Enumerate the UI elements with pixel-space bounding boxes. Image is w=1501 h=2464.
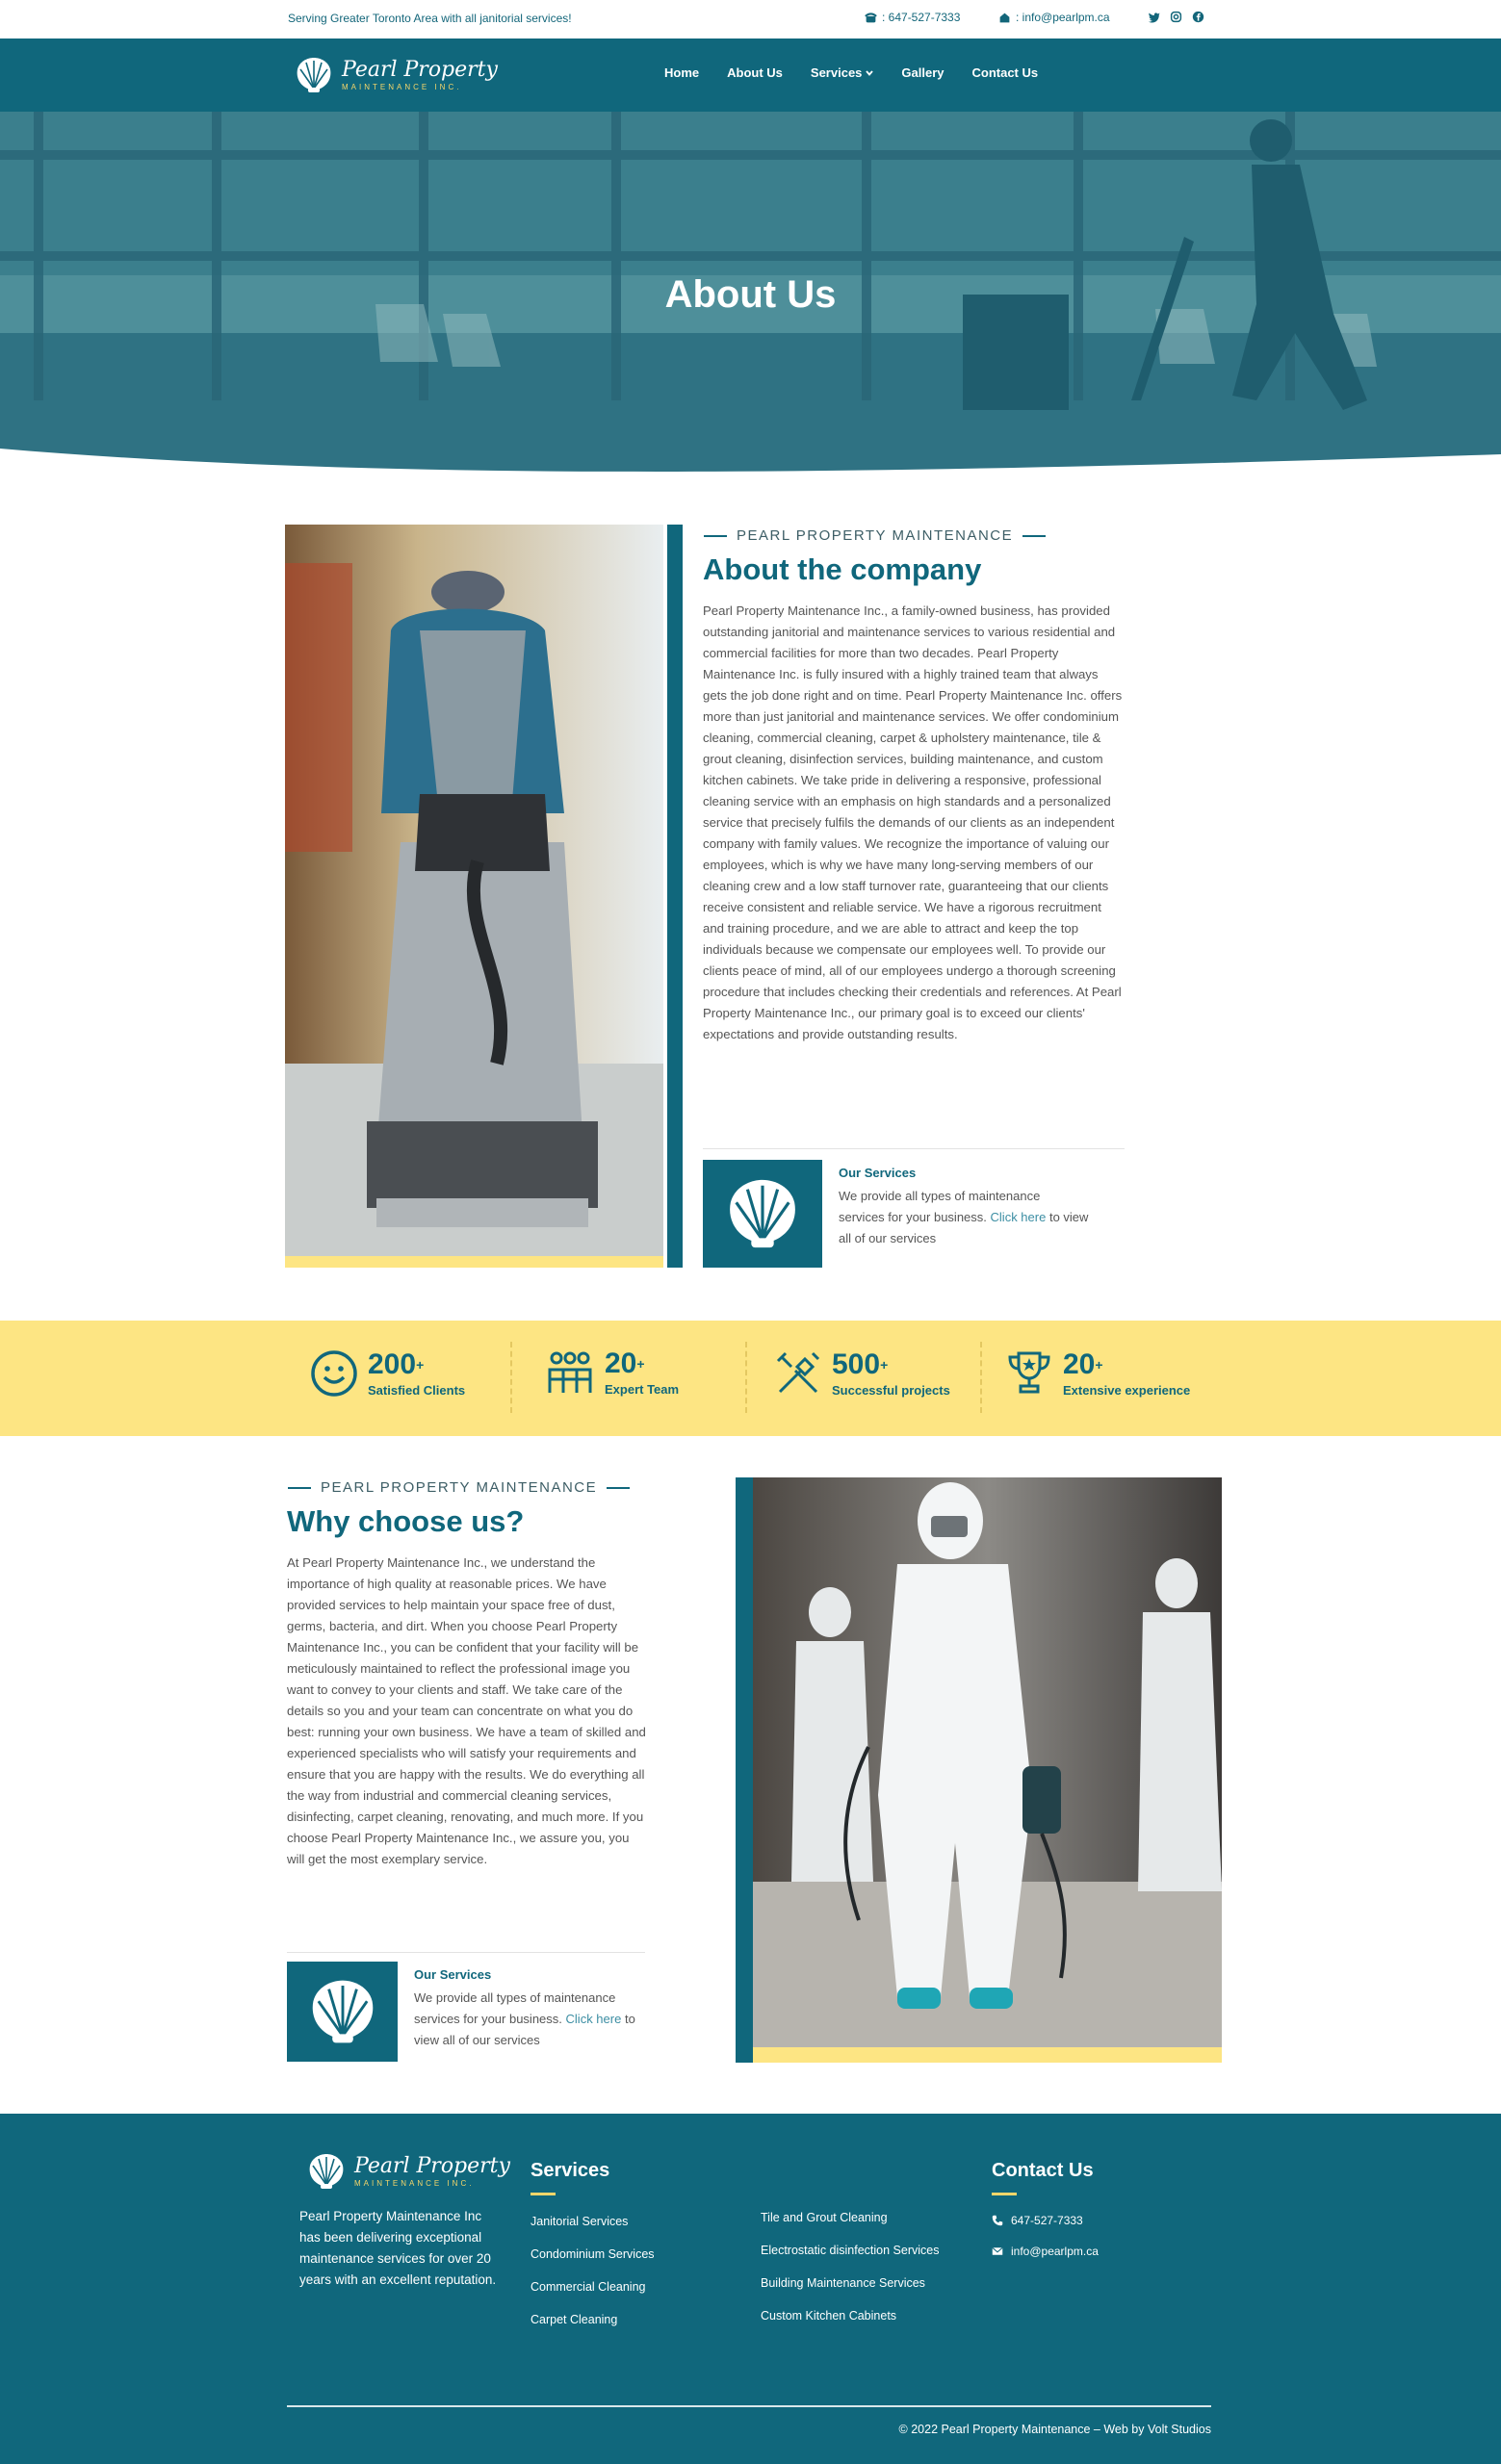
stat-label: Successful projects [832,1382,950,1398]
nav-item-services[interactable] [811,65,874,80]
topbar-email[interactable] [998,11,1110,24]
top-bar [0,0,1501,38]
footer-contact-underline [992,2193,1017,2195]
services-card-icon-box[interactable] [287,1962,398,2062]
footer-divider [287,2405,1211,2407]
footer-email[interactable] [992,2245,1099,2258]
footer-contact-heading: Contact Us [992,2160,1094,2181]
nav-item-home[interactable]: Home [664,65,700,80]
nav-menu [664,65,1038,80]
topbar-phone-text: : 647-527-7333 [882,11,961,24]
team-icon [545,1350,595,1397]
why-eyebrow [288,1479,630,1496]
stat-plus: + [416,1356,425,1373]
stat-value: 200 [368,1348,417,1380]
chevron-down-icon [866,70,873,76]
footer-service-link[interactable]: Janitorial Services [531,2215,629,2228]
stat-value: 20 [605,1348,637,1379]
why-card-divider [287,1952,645,1953]
services-card-text [839,1186,1089,1249]
stat-satisfied-clients [310,1349,465,1398]
stat-label: Expert Team [605,1382,680,1397]
envelope-icon [992,2246,1003,2257]
stat-plus: + [880,1356,889,1373]
nav-item-contact-us[interactable]: Contact Us [971,65,1039,80]
smiley-icon [310,1349,358,1398]
footer-phone-text: 647-527-7333 [1011,2214,1083,2227]
stats-band [0,1321,1501,1436]
about-card-divider [703,1148,1125,1149]
shell-icon [721,1176,804,1251]
about-title: About the company [703,552,982,586]
services-card-suffix: to view all of our services [839,1210,1089,1245]
tools-icon [774,1349,822,1398]
about-image-floor-cleaner [285,525,663,1268]
topbar-phone[interactable] [865,11,960,24]
footer-logo[interactable] [306,2152,510,2191]
why-image-disinfection-crew [753,1477,1222,2063]
main-navigation [0,38,1501,112]
why-image-accent-bar [753,2047,1222,2063]
tagline: Serving Greater Toronto Area with all janitorial services! [288,12,572,25]
about-eyebrow [704,527,1046,544]
services-card-title: Our Services [839,1166,917,1180]
hero-banner [0,112,1501,481]
stat-value: 20 [1063,1348,1096,1380]
footer-service-link[interactable]: Custom Kitchen Cabinets [761,2309,897,2323]
services-card-text [414,1988,650,2051]
site-footer [0,2114,1501,2464]
stat-label: Extensive experience [1063,1382,1191,1398]
about-image-accent-bar [285,1256,663,1268]
footer-service-link[interactable]: Electrostatic disinfection Services [761,2244,940,2257]
footer-services-list-2 [761,2210,940,2341]
about-body: Pearl Property Maintenance Inc., a family-owned business, has provided outstanding janitorial and maintenance services to various residential and commercial facilities for more than two decades. Pearl Property Maintenance Inc. is fully insured with a highly trained team that always gets the job done right and on time. Pearl Property Maintenance Inc. offers more than just janitorial and maintenance services. We offer condominium cleaning, commercial cleaning, carpet & upholstery maintenance, tile & grout cleaning, disinfection services, building maintenance, and custom kitchen cabinets. We take pride in delivering a responsive, professional cleaning service with an emphasis on high standards and a personalized service that precisely fulfils the demands of our clients as an independent company with family values. We recognize the importance of valuing our employees, which is why we have many long-serving members of our cleaning crew and a low staff turnover rate, guaranteeing that our clients receive consistent and reliable service. We have a rigorous recruitment and training procedure, and we are able to attract and keep the top individuals because we compensate our employees well. To provide our clients peace of mind, all of our employees undergo a thorough screening procedure that includes checking their credentials and references. At Pearl Property Maintenance Inc., our primary goal is to exceed our clients' expectations and provide outstanding results. [703,603,1123,1041]
stat-plus: + [1095,1356,1103,1373]
shell-icon [304,1977,381,2046]
logo-name: Pearl Property [342,57,498,82]
footer-services-list-1 [531,2214,655,2345]
nav-item-about-us[interactable]: About Us [727,65,783,80]
why-eyebrow-text: PEARL PROPERTY MAINTENANCE [321,1479,598,1496]
services-card-desc: We provide all types of maintenance services for your business. [414,1990,616,2026]
stat-expert-team [545,1349,679,1397]
phone-icon [865,12,877,24]
topbar-email-text: : info@pearlpm.ca [1016,11,1110,24]
why-services-card [287,1962,653,2062]
footer-services-heading: Services [531,2160,610,2181]
footer-copyright: © 2022 Pearl Property Maintenance – Web by Volt Studios [898,2423,1211,2436]
nav-item-services-label: Services [810,65,863,80]
footer-logo-name: Pearl Property [354,2153,510,2178]
stat-separator [745,1342,747,1413]
footer-service-link[interactable]: Condominium Services [531,2247,655,2261]
site-logo[interactable] [294,56,498,94]
services-card-icon-box[interactable] [703,1160,822,1268]
nav-item-gallery[interactable]: Gallery [901,65,945,80]
facebook-icon[interactable] [1192,11,1204,23]
phone-icon [992,2215,1003,2226]
shell-icon [294,56,334,94]
mail-icon [998,12,1011,24]
shell-icon [306,2152,347,2191]
footer-logo-subtitle: MAINTENANCE INC. [354,2178,475,2188]
stat-separator [980,1342,982,1413]
footer-service-link[interactable]: Carpet Cleaning [531,2313,618,2326]
page-title: About Us [664,273,837,316]
services-card-link[interactable]: Click here [565,2012,622,2026]
logo-subtitle: MAINTENANCE INC. [342,82,462,91]
about-eyebrow-text: PEARL PROPERTY MAINTENANCE [737,527,1014,544]
hero-wave-divider [0,443,1501,481]
why-body: At Pearl Property Maintenance Inc., we understand the importance of high quality at reasonable prices. We have provided services to help maintain your space free of dust, germs, bacteria, and dirt. When you choose Pearl Property Maintenance Inc., you can be confident that your facility will be meticulously maintained to reflect the professional image you want to convey to your clients and staff. We take care of the details so you and your team can concentrate on what you do best: running your own business. We have a team of skilled and experienced specialists who will satisfy your requirements and ensure that you are happy with the results. We do everything all the way from industrial and commercial cleaning services, disinfecting, carpet cleaning, renovating, and much more. If you choose Pearl Property Maintenance Inc., we assure you, you will get the most exemplary service. [287,1555,646,1866]
stat-value: 500 [832,1348,881,1380]
stat-label: Satisfied Clients [368,1382,466,1398]
why-title: Why choose us? [287,1504,525,1538]
footer-about-text: Pearl Property Maintenance Inc has been delivering exceptional maintenance services for over 20 years with an excellent reputation. [299,2209,497,2287]
footer-email-text: info@pearlpm.ca [1011,2245,1099,2258]
services-card-desc: We provide all types of maintenance services for your business. [839,1189,1041,1224]
stat-plus: + [636,1356,645,1372]
instagram-icon[interactable] [1170,11,1182,23]
footer-service-link[interactable]: Building Maintenance Services [761,2276,925,2290]
footer-phone[interactable] [992,2214,1083,2227]
about-services-card [703,1160,1126,1268]
services-card-link[interactable]: Click here [990,1210,1047,1224]
services-card-title: Our Services [414,1967,492,1982]
social-links [1148,11,1204,23]
stat-extensive-experience [1005,1349,1190,1398]
stat-separator [510,1342,512,1413]
footer-service-link[interactable]: Commercial Cleaning [531,2280,646,2294]
trophy-icon [1005,1349,1053,1398]
footer-service-link[interactable]: Tile and Grout Cleaning [761,2211,888,2224]
services-card-suffix: to view all of our services [414,2012,635,2047]
about-accent-bar [667,525,683,1268]
stat-successful-projects [774,1349,950,1398]
twitter-icon[interactable] [1148,11,1160,23]
footer-services-underline [531,2193,556,2195]
why-accent-bar [736,1477,753,2063]
